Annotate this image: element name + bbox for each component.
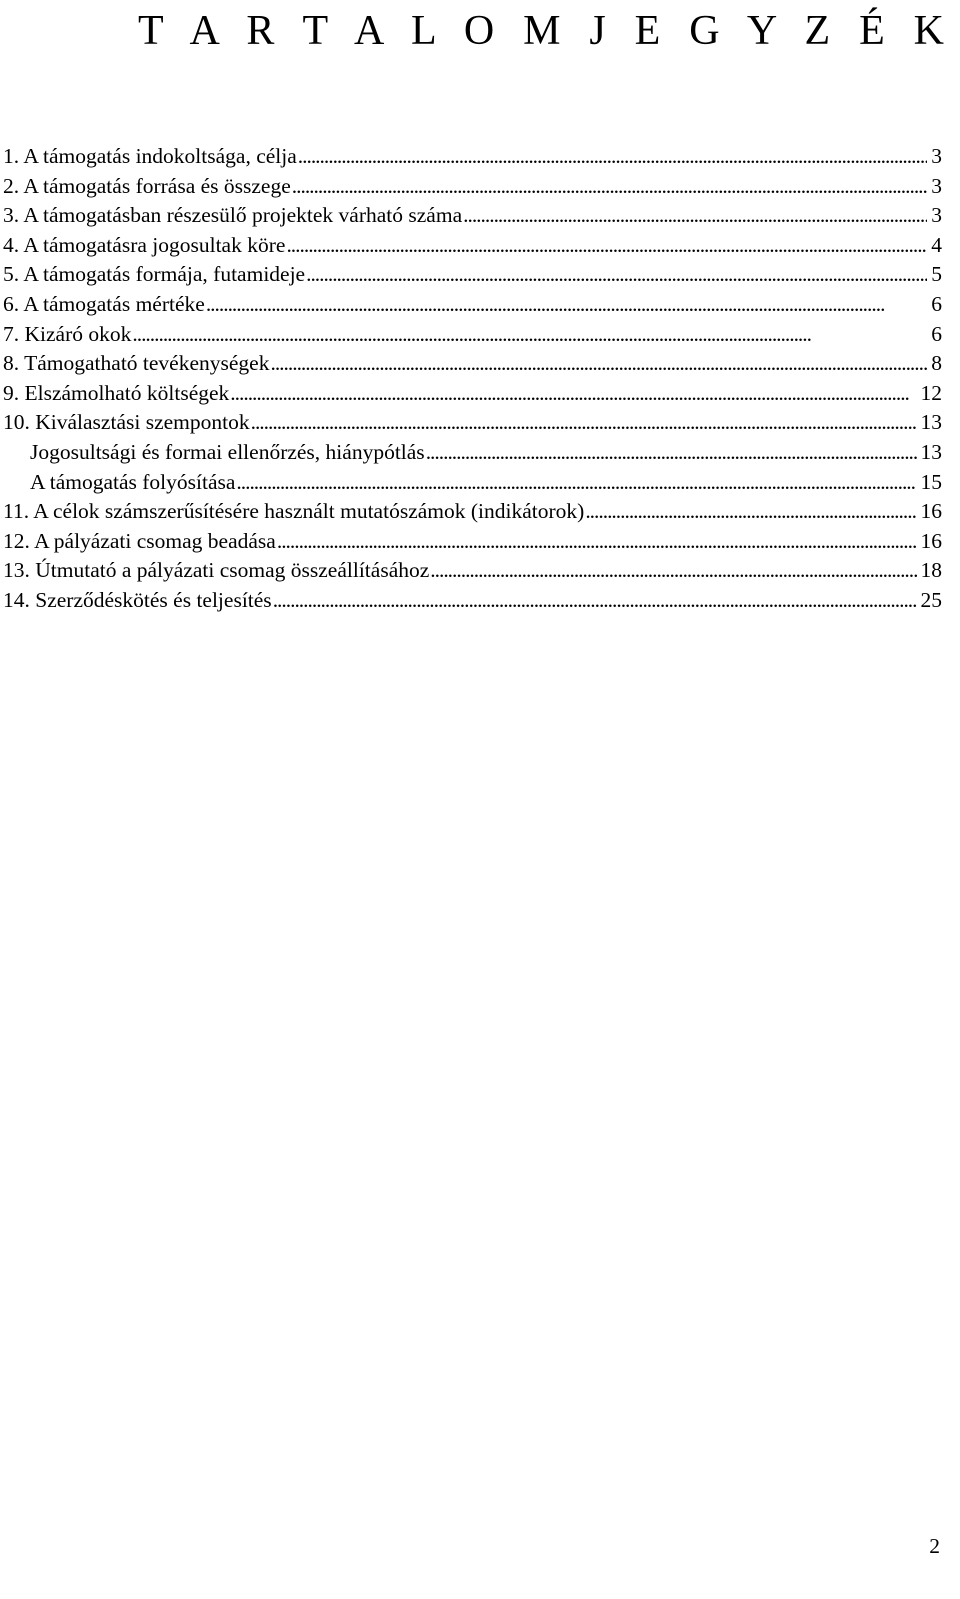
toc-entry-page: 5: [931, 262, 942, 287]
toc-entry-1[interactable]: [0, 142, 942, 172]
toc-entry-page: 6: [931, 321, 942, 346]
toc-entry-10[interactable]: [0, 408, 942, 438]
dot-leader: [286, 231, 927, 261]
toc-entry-label: 1. A támogatás indokoltsága, célja: [3, 144, 297, 168]
document-title: T A R T A L O M J E G Y Z É K: [138, 8, 954, 54]
toc-entry-12[interactable]: [0, 527, 942, 557]
toc-entry-label: 7. Kizáró okok: [3, 321, 132, 346]
toc-entry-page: 16: [920, 528, 942, 553]
toc-entry-page: 25: [920, 587, 942, 612]
toc-entry-4[interactable]: [0, 231, 942, 261]
toc-entry-page: 16: [920, 499, 942, 524]
dot-leader: [270, 349, 927, 379]
toc-entry-label: 11. A célok számszerűsítésére használt mutatószámok (indikátorok): [3, 499, 585, 524]
toc-entry-label: 6. A támogatás mértéke: [3, 291, 205, 316]
toc-entry-page: 4: [931, 232, 942, 257]
dot-leader: [277, 527, 917, 557]
toc-entry-11[interactable]: [0, 497, 942, 527]
toc-entry-page: 3: [931, 203, 942, 228]
toc-entry-label: 2. A támogatás forrása és összege: [3, 173, 291, 198]
toc-entry-5[interactable]: [0, 260, 942, 290]
toc-entry-9[interactable]: [0, 379, 942, 409]
page-number: 2: [929, 1534, 940, 1558]
toc-entry-page: 6: [931, 291, 942, 316]
table-of-contents: [0, 142, 942, 616]
toc-entry-page: 3: [931, 173, 942, 198]
toc-entry-label: Jogosultsági és formai ellenőrzés, hiánypótlás: [30, 439, 425, 464]
toc-entry-label: 5. A támogatás formája, futamideje: [3, 262, 306, 287]
toc-subentry-eligibility-check[interactable]: [0, 438, 942, 468]
toc-entry-3[interactable]: [0, 201, 942, 231]
dot-leader: [585, 497, 916, 527]
toc-entry-label: 10. Kiválasztási szempontok: [3, 410, 250, 435]
toc-entry-page: 13: [920, 439, 942, 464]
dot-leader: [230, 379, 916, 409]
dot-leader: [236, 468, 916, 498]
toc-entry-7[interactable]: [0, 320, 942, 350]
dot-leader: [430, 556, 916, 586]
toc-entry-6[interactable]: [0, 290, 942, 320]
dot-leader: [298, 142, 927, 172]
toc-entry-page: 15: [920, 469, 942, 494]
dot-leader: [426, 438, 917, 468]
toc-entry-14[interactable]: [0, 586, 942, 616]
dot-leader: [273, 586, 917, 616]
toc-entry-label: 8. Támogatható tevékenységek: [3, 351, 270, 376]
toc-entry-page: 18: [920, 558, 942, 583]
dot-leader: [206, 290, 927, 320]
toc-entry-label: 4. A támogatásra jogosultak köre: [3, 232, 286, 257]
toc-entry-label: 9. Elszámolható költségek: [3, 380, 230, 405]
dot-leader: [132, 320, 927, 350]
toc-entry-label: 13. Útmutató a pályázati csomag összeállításához: [3, 558, 430, 583]
toc-entry-page: 13: [920, 410, 942, 435]
dot-leader: [463, 201, 927, 231]
toc-entry-label: A támogatás folyósítása: [30, 469, 236, 494]
toc-entry-label: 3. A támogatásban részesülő projektek várható száma: [3, 203, 463, 228]
toc-entry-page: 8: [931, 351, 942, 376]
toc-entry-label: 12. A pályázati csomag beadása: [3, 528, 276, 553]
toc-entry-8[interactable]: [0, 349, 942, 379]
toc-entry-label: 14. Szerződéskötés és teljesítés: [3, 587, 272, 612]
dot-leader: [306, 260, 927, 290]
dot-leader: [251, 408, 917, 438]
toc-subentry-disbursement[interactable]: [0, 468, 942, 498]
toc-entry-page: 12: [920, 380, 942, 405]
toc-entry-page: 3: [931, 144, 942, 168]
toc-entry-2[interactable]: [0, 172, 942, 202]
toc-entry-13[interactable]: [0, 556, 942, 586]
dot-leader: [292, 172, 927, 202]
